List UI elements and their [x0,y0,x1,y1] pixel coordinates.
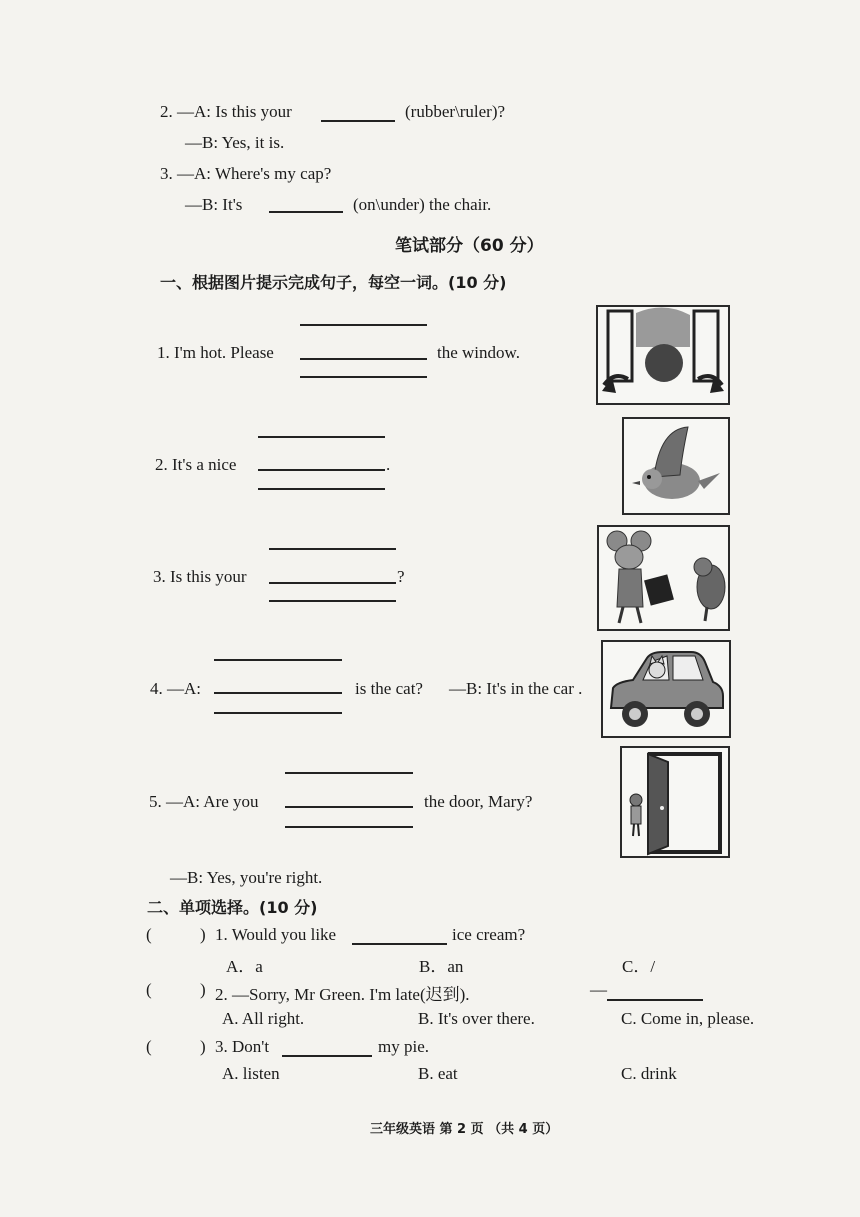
bird-icon [624,419,728,513]
mouse-with-book-icon [599,527,728,629]
s1-q5-suffix: the door, Mary? [424,792,533,811]
s2-q1-stem-prefix: 1. Would you like [215,925,337,944]
listening-q2-blank[interactable] [321,120,395,122]
s1-q3-prefix: 3. Is this your [153,567,247,586]
s2-q1-paren-open: ( [146,925,152,944]
s1-q5-guide-top [285,772,413,774]
mouse-book-picture [597,525,730,631]
s2-q3-option-b[interactable]: B. eat [418,1064,458,1083]
s2-q3-paren-open: ( [146,1037,152,1056]
s2-q1-paren-close: ) [200,925,206,944]
s2-q1-answer-slot[interactable] [156,925,198,945]
s2-q3-option-c[interactable]: C. drink [621,1064,677,1083]
s1-q2-suffix: . [386,455,391,474]
s1-q5-prefix: 5. —A: Are you [149,792,259,811]
s1-q4-guide-top [214,659,342,661]
listening-q2-b: —B: Yes, it is. [185,133,285,152]
s2-q1-option-a[interactable]: A．a [226,957,263,976]
s2-q2-reply-dash: — [590,980,607,999]
written-part-title: 笔试部分（60 分） [395,236,544,256]
s1-q1-guide-bottom [300,376,427,378]
s2-q2-option-b[interactable]: B. It's over there. [418,1009,535,1028]
s2-q1-blank [352,943,447,945]
cat-car-picture [601,640,731,738]
s1-q2-blank[interactable] [258,469,385,471]
s1-q1-blank[interactable] [300,358,427,360]
girl-at-door-icon [622,748,728,856]
s1-q4-middle: is the cat? [355,679,423,698]
s2-q2-paren-close: ) [200,980,206,999]
open-window-picture [596,305,730,405]
s1-q5-reply: —B: Yes, you're right. [170,868,323,887]
listening-q3-b-suffix: (on\under) the chair. [353,195,492,214]
s1-q4-prefix: 4. —A: [150,679,201,698]
s2-q3-answer-slot[interactable] [156,1037,198,1057]
page-footer: 三年级英语 第 2 页 （共 4 页） [370,1122,559,1137]
s1-q3-suffix: ? [397,567,405,586]
s1-q3-guide-bottom [269,600,396,602]
s1-q5-blank[interactable] [285,806,413,808]
cat-in-car-icon [603,642,729,736]
s2-q2-paren-open: ( [146,980,152,999]
s1-q1-guide-top [300,324,427,326]
s2-q3-stem-prefix: 3. Don't [215,1037,270,1056]
s2-q1-stem-suffix: ice cream? [452,925,526,944]
s2-q3-blank [282,1055,372,1057]
s2-q2-answer-slot[interactable] [156,980,198,1000]
s1-q3-blank[interactable] [269,582,396,584]
s1-q3-guide-top [269,548,396,550]
door-picture [620,746,730,858]
open-window-icon [598,307,728,403]
s2-q2-option-a[interactable]: A. All right. [222,1009,305,1028]
s1-q2-guide-top [258,436,385,438]
s1-q2-prefix: 2. It's a nice [155,455,237,474]
listening-q3-a: 3. —A: Where's my cap? [160,164,332,183]
s1-q4-suffix: —B: It's in the car . [449,679,583,698]
bird-picture [622,417,730,515]
s1-q1-prefix: 1. I'm hot. Please [157,343,274,362]
section1-title: 一、根据图片提示完成句子，每空一词。(10 分) [160,273,507,292]
listening-q2-a-prefix: 2. —A: Is this your [160,102,292,121]
s2-q3-stem-suffix: my pie. [378,1037,429,1056]
listening-q3-b-prefix: —B: It's [185,195,243,214]
s2-q2-option-c[interactable]: C. Come in, please. [621,1009,755,1028]
s1-q4-guide-bottom [214,712,342,714]
s2-q2-blank [607,999,703,1001]
listening-q2-a-suffix: (rubber\ruler)? [405,102,506,121]
s1-q4-blank[interactable] [214,692,342,694]
s2-q1-option-c[interactable]: C．/ [622,957,656,976]
section2-title: 二、单项选择。(10 分) [147,898,318,917]
s1-q2-guide-bottom [258,488,385,490]
s2-q1-option-b[interactable]: B．an [419,957,464,976]
s2-q3-option-a[interactable]: A. listen [222,1064,280,1083]
s1-q1-suffix: the window. [437,343,520,362]
listening-q3-blank[interactable] [269,211,343,213]
s2-q2-stem: 2. —Sorry, Mr Green. I'm late(迟到). [215,985,470,1004]
s1-q5-guide-bottom [285,826,413,828]
s2-q3-paren-close: ) [200,1037,206,1056]
